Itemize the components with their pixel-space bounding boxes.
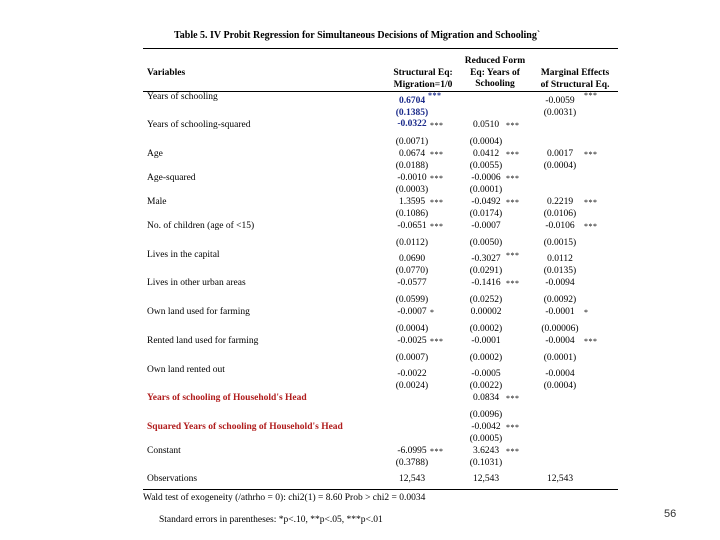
col1-age2-star: ***	[430, 174, 444, 183]
col2-urban-coef: -0.1416	[471, 278, 501, 288]
col1-male-se: (0.1086)	[395, 209, 429, 219]
col1-yos2-se: (0.0071)	[395, 137, 429, 147]
col2-urban-se: (0.0252)	[469, 295, 503, 305]
col2-hh-coef: 0.0834	[472, 393, 500, 403]
label-capital: Lives in the capital	[147, 250, 220, 260]
col2-male-star: ***	[506, 198, 520, 207]
col1-nchild-se: (0.0112)	[395, 238, 429, 248]
col1-rentland-coef: -0.0025	[397, 336, 427, 346]
col2-ownrent-coef: -0.0005	[471, 369, 501, 379]
col2-ownland-se: (0.0002)	[469, 324, 503, 334]
col2-ownland-coef: 0.00002	[470, 307, 502, 317]
col3-nchild-coef: -0.0106	[545, 221, 575, 231]
col2-const-star: ***	[506, 447, 520, 456]
col2-hh-se: (0.0096)	[469, 410, 503, 420]
header-reduced-form: Reduced Form Eq: Years of Schooling	[464, 56, 526, 89]
label-age: Age	[147, 149, 163, 159]
col2-hhsq-coef: -0.0042	[471, 422, 501, 432]
label-nchild: No. of children (age of <15)	[147, 221, 255, 231]
col2-rentland-coef: -0.0001	[471, 336, 501, 346]
col2-urban-star: ***	[506, 279, 520, 288]
col3-age-coef: 0.0017	[546, 149, 574, 159]
label-urban: Lives in other urban areas	[147, 278, 246, 288]
col2-const-coef: 3.6243	[472, 446, 500, 456]
col2-nchild-se: (0.0050)	[469, 238, 503, 248]
col2-capital-star: ***	[506, 251, 520, 260]
col3-male-coef: 0.2219	[546, 197, 574, 207]
col3-urban-se: (0.0092)	[543, 295, 577, 305]
col3-yos-star: ***	[584, 91, 598, 100]
col1-yos2-star: ***	[430, 121, 444, 130]
label-constant: Constant	[147, 446, 181, 456]
bottom-rule	[143, 489, 618, 490]
col1-male-star: ***	[430, 198, 444, 207]
label-observations: Observations	[147, 474, 198, 484]
col1-yos-se: (0.1385)	[395, 108, 429, 118]
col1-ownland-coef: -0.0007	[397, 307, 427, 317]
col1-const-se: (0.3788)	[395, 458, 429, 468]
col2-yos-coef: 0.0510	[472, 120, 500, 130]
col2-male-coef: -0.0492	[471, 197, 501, 207]
col3-rentland-se: (0.0001)	[543, 353, 577, 363]
col1-ownland-star: *	[430, 308, 435, 317]
col2-age-coef: 0.0412	[472, 149, 500, 159]
col2-hhsq-star: ***	[506, 423, 520, 432]
col3-ownland-se: (0.00006)	[541, 324, 579, 334]
col2-age2-star: ***	[506, 174, 520, 183]
col1-capital-se: (0.0770)	[395, 266, 429, 276]
col1-nchild-coef: -0.0651	[397, 221, 427, 231]
col3-obs: 12,543	[546, 474, 574, 484]
label-hh-head-sq: Squared Years of schooling of Household's Head	[147, 422, 343, 432]
col1-urban-se: (0.0599)	[395, 295, 429, 305]
col3-nchild-se: (0.0015)	[543, 238, 577, 248]
top-rule	[143, 48, 618, 49]
col1-age2-se: (0.0003)	[395, 185, 429, 195]
col3-male-star: ***	[584, 198, 598, 207]
col2-const-se: (0.1031)	[469, 458, 503, 468]
header-variables: Variables	[147, 68, 186, 78]
col1-const-coef: -6.0995	[397, 446, 427, 456]
col1-ownrent-se: (0.0024)	[395, 381, 429, 391]
col2-hh-star: ***	[506, 394, 520, 403]
col3-ownrent-se: (0.0004)	[543, 381, 577, 391]
page-number: 56	[664, 508, 677, 520]
col3-nchild-star: ***	[584, 222, 598, 231]
label-yos: Years of schooling	[147, 92, 218, 102]
table-title: Table 5. IV Probit Regression for Simultaneous Decisions of Migration and Schooling`	[174, 30, 541, 41]
col3-capital-se: (0.0135)	[543, 266, 577, 276]
label-rentland: Rented land used for farming	[147, 336, 259, 346]
col1-yos-star: ***	[428, 91, 442, 100]
col3-ownrent-coef: -0.0004	[545, 369, 575, 379]
wald-test: Wald test of exogeneity (/athrho = 0): chi2(1) = 8.60 Prob > chi2 = 0.0034	[143, 493, 426, 503]
label-ownrent: Own land rented out	[147, 365, 225, 375]
col2-capital-se: (0.0291)	[469, 266, 503, 276]
col2-nchild-coef: -0.0007	[471, 221, 501, 231]
label-hh-head: Years of schooling of Household's Head	[147, 393, 307, 403]
col1-rentland-se: (0.0007)	[395, 353, 429, 363]
col1-urban-coef: -0.0577	[397, 278, 427, 288]
col3-rentland-coef: -0.0004	[545, 336, 575, 346]
col2-hhsq-se: (0.0005)	[469, 434, 503, 444]
col3-ownland-coef: -0.0001	[545, 307, 575, 317]
col1-capital-coef: 0.0690	[398, 254, 426, 264]
col3-ownland-star: *	[584, 308, 589, 317]
col2-age-se: (0.0055)	[469, 161, 503, 171]
col2-yos-se: (0.0004)	[469, 137, 503, 147]
col2-yos-star: ***	[506, 121, 520, 130]
col1-yos-coef: 0.6704	[398, 96, 426, 106]
col3-age-se: (0.0004)	[543, 161, 577, 171]
col1-male-coef: 1.3595	[398, 197, 426, 207]
col3-rentland-star: ***	[584, 337, 598, 346]
col3-yos-coef: -0.0059	[545, 96, 575, 106]
label-age2: Age-squared	[147, 173, 196, 183]
col1-age-se: (0.0188)	[395, 161, 429, 171]
col3-capital-coef: 0.0112	[547, 254, 573, 264]
col2-male-se: (0.0174)	[469, 209, 503, 219]
col1-rentland-star: ***	[430, 337, 444, 346]
col3-male-se: (0.0106)	[543, 209, 577, 219]
col2-ownrent-se: (0.0022)	[469, 381, 503, 391]
col1-age-coef: 0.0674	[398, 149, 426, 159]
col3-age-star: ***	[584, 150, 598, 159]
label-ownland: Own land used for farming	[147, 307, 250, 317]
col1-nchild-star: ***	[430, 222, 444, 231]
col1-age-star: ***	[430, 150, 444, 159]
header-marginal: Marginal Effects of Structural Eq.	[540, 68, 610, 90]
col2-obs: 12,543	[472, 474, 500, 484]
col2-age2-coef: -0.0006	[471, 173, 501, 183]
col1-ownland-se: (0.0004)	[395, 324, 429, 334]
col1-yos2-coef: -0.0322	[397, 119, 427, 129]
col1-obs: 12,543	[398, 474, 426, 484]
col1-age2-coef: -0.0010	[397, 173, 427, 183]
col1-ownrent-coef: -0.0022	[397, 369, 427, 379]
col3-urban-coef: -0.0094	[545, 278, 575, 288]
col3-yos-se: (0.0031)	[543, 108, 577, 118]
col2-age-star: ***	[506, 150, 520, 159]
label-male: Male	[147, 197, 167, 207]
col1-const-star: ***	[430, 447, 444, 456]
label-yos2: Years of schooling-squared	[147, 120, 251, 130]
header-structural: Structural Eq: Migration=1/0	[393, 68, 453, 90]
footnote: Standard errors in parentheses: *p<.10, **p<.05, ***p<.01	[159, 515, 383, 525]
col2-capital-coef: -0.3027	[471, 254, 501, 264]
col2-rentland-se: (0.0002)	[469, 353, 503, 363]
col2-age2-se: (0.0001)	[469, 185, 503, 195]
